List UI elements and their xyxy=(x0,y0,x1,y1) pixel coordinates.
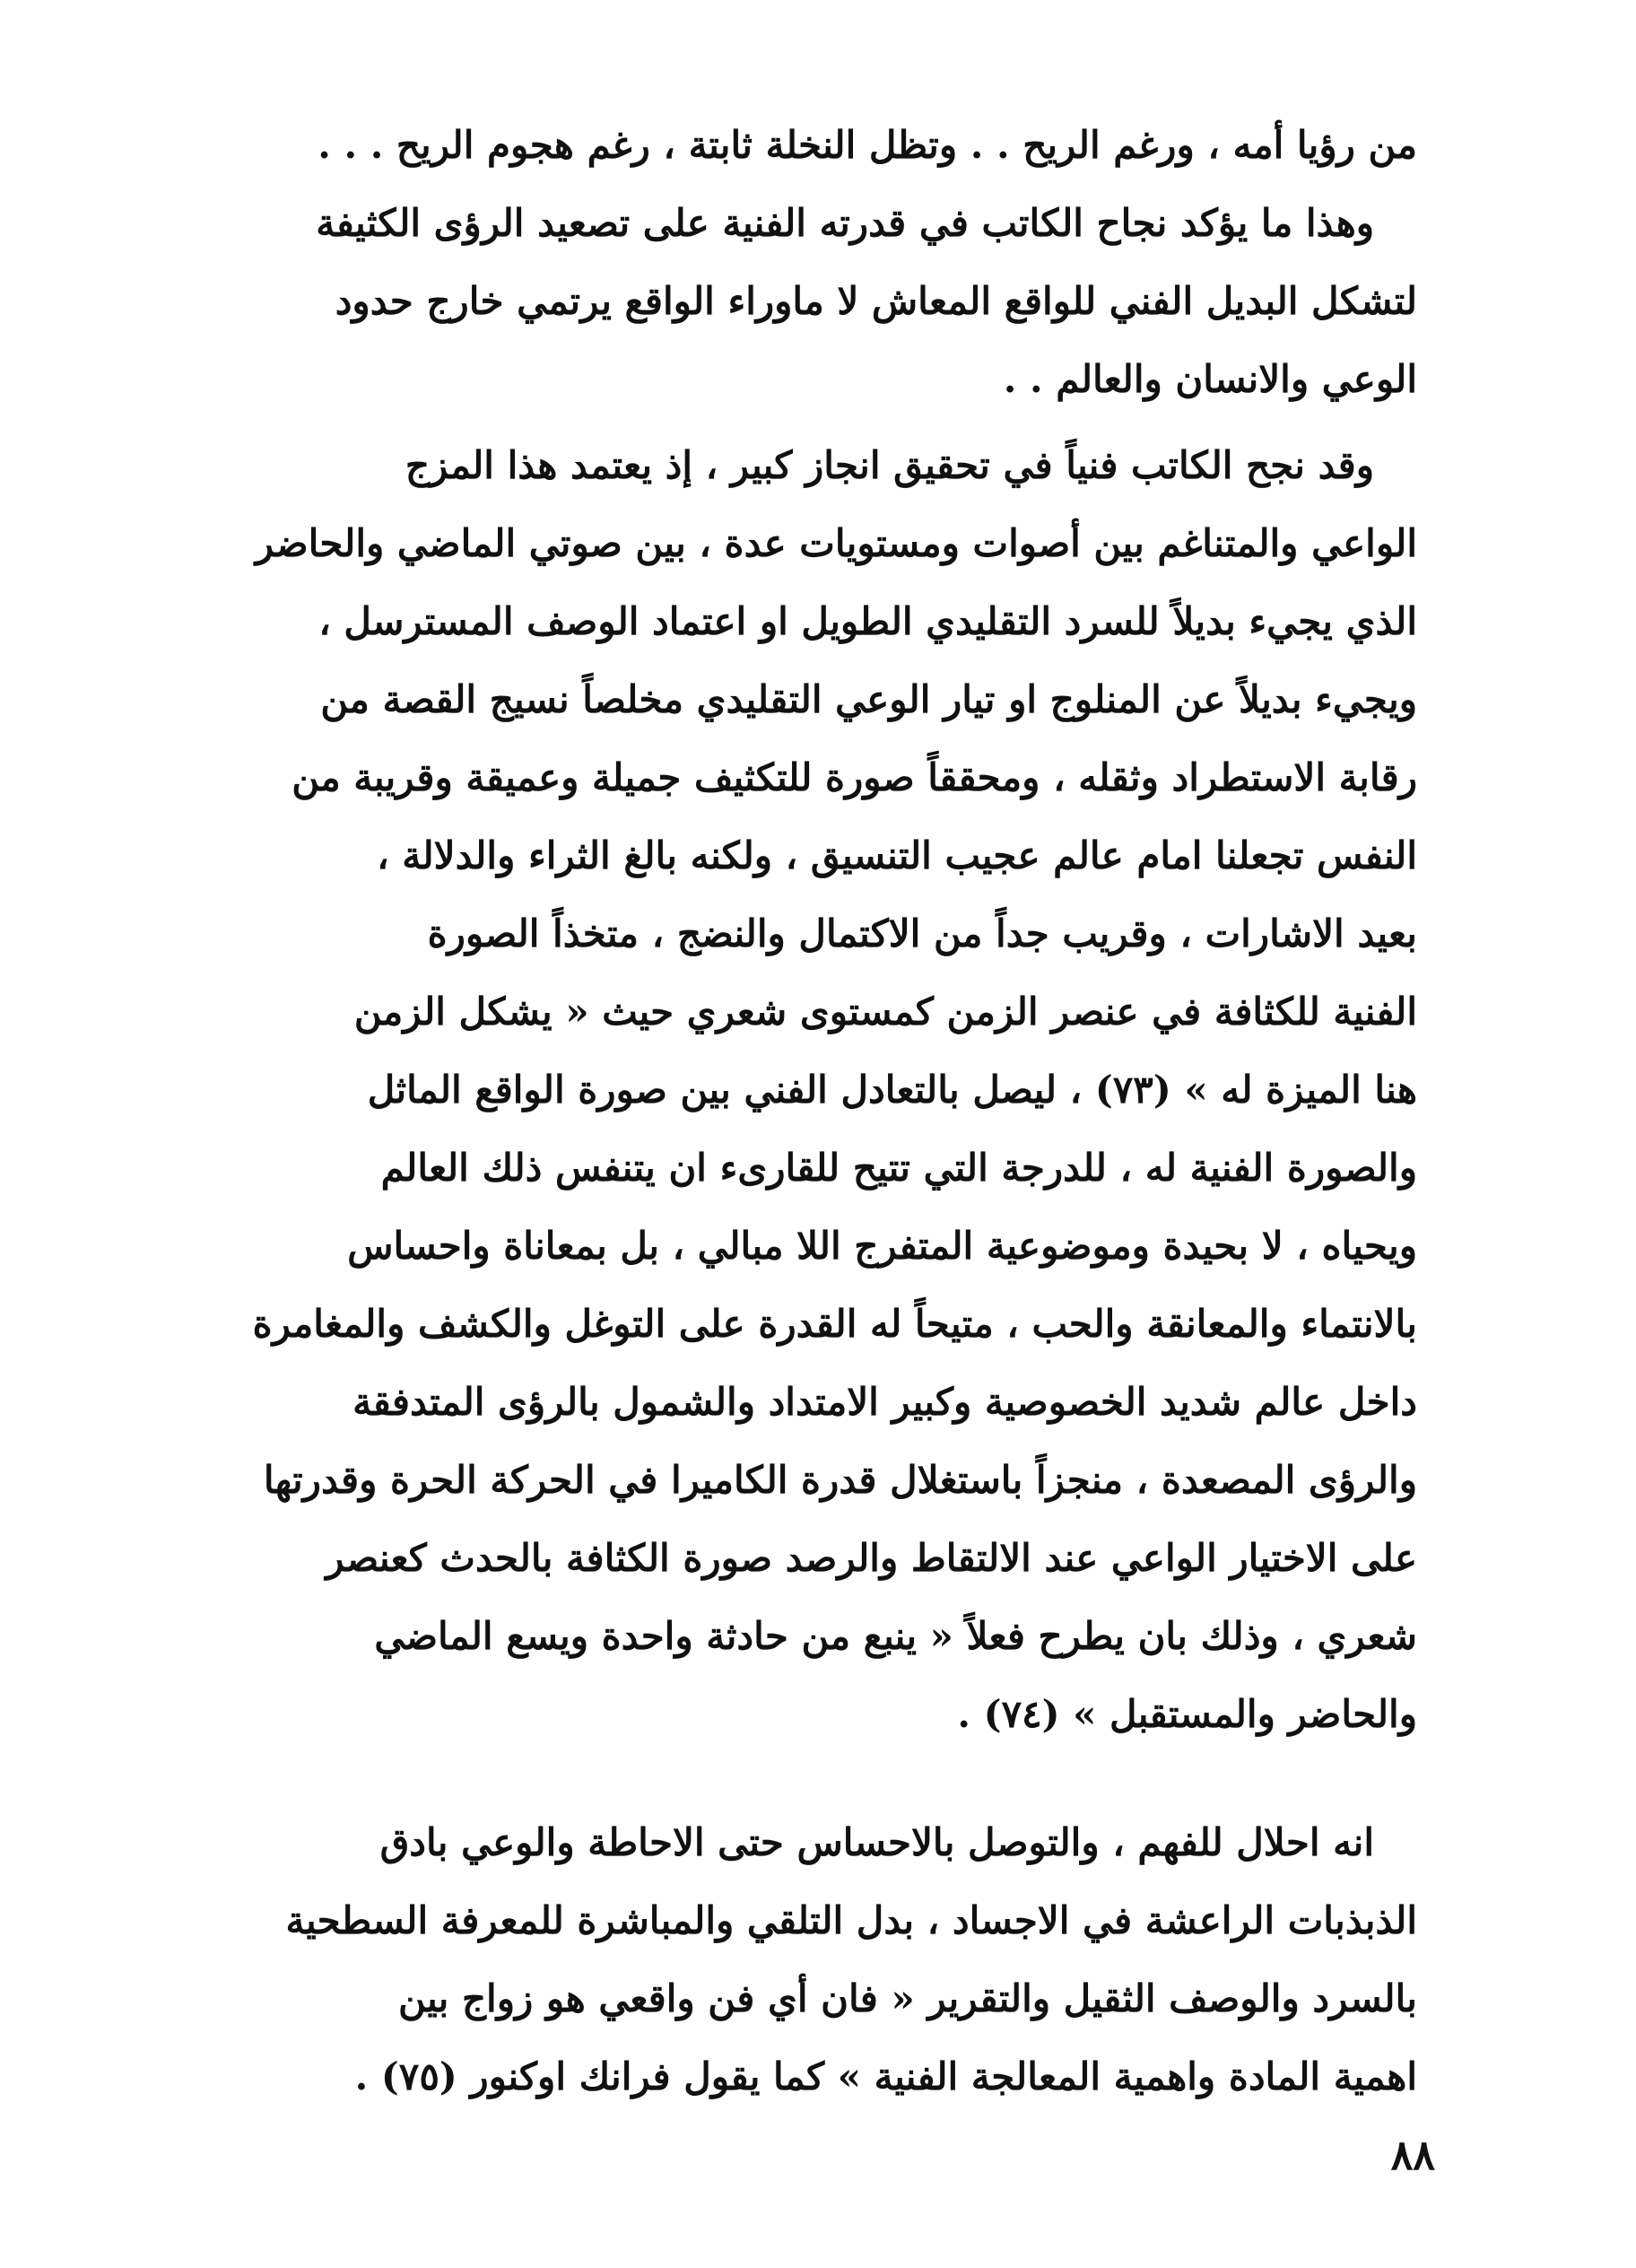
text-line: هنا الميزة له » (٧٣) ، ليصل بالتعادل الفني بين صورة الواقع الماثل xyxy=(367,1068,1417,1112)
text-line: بالانتماء والمعانقة والحب ، متيحاً له القدرة على التوغل والكشف والمغامرة xyxy=(252,1302,1417,1346)
paragraph-3 xyxy=(224,426,1417,1753)
text-line: وقد نجح الكاتب فنياً في تحقيق انجاز كبير ، إذ يعتمد هذا المزج xyxy=(405,443,1374,487)
text-line: شعري ، وذلك بان يطرح فعلاً « ينبع من حادثة واحدة ويسع الماضي xyxy=(374,1614,1417,1658)
text-line: ويحياه ، لا بحيدة وموضوعية المتفرج اللا مبالي ، بل بمعاناة واحساس xyxy=(347,1224,1417,1268)
text-line: بعيد الاشارات ، وقريب جداً من الاكتمال والنضج ، متخذاً الصورة xyxy=(427,912,1417,955)
text-line: الواعي والمتناغم بين أصوات ومستويات عدة ، بين صوتي الماضي والحاضر xyxy=(255,521,1417,565)
text-line: الذبذبات الراعشة في الاجساد ، بدل التلقي والمباشرة للمعرفة السطحية xyxy=(285,1898,1417,1942)
text-line: والحاضر والمستقبل » (٧٤) . xyxy=(957,1692,1417,1736)
text-line: على الاختيار الواعي عند الالتقاط والرصد صورة الكثافة بالحدث كعنصر xyxy=(326,1536,1417,1580)
text-line: وهذا ما يؤكد نجاح الكاتب في قدرته الفنية على تصعيد الرؤى الكثيفة xyxy=(316,201,1374,245)
text-line: الوعي والانسان والعالم . . xyxy=(1003,357,1417,401)
text-line: داخل عالم شديد الخصوصية وكبير الامتداد والشمول بالرؤى المتدفقة xyxy=(352,1380,1417,1424)
page-number: ٨٨ xyxy=(1390,2131,1435,2179)
text-line: الذي يجيء بديلاً للسرد التقليدي الطويل او اعتماد الوصف المسترسل ، xyxy=(318,599,1417,643)
text-line: انه احلال للفهم ، والتوصل بالاحساس حتى الاحاطة والوعي بادق xyxy=(379,1820,1374,1864)
text-line: النفس تجعلنا امام عالم عجيب التنسيق ، ولكنه بالغ الثراء والدلالة ، xyxy=(377,833,1417,877)
paragraph-2 xyxy=(224,184,1417,418)
text-line: لتشكل البديل الفني للواقع المعاش لا ماوراء الواقع يرتمي خارج حدود xyxy=(335,279,1417,323)
text-line: والصورة الفنية له ، للدرجة التي تتيح للقارىء ان يتنفس ذلك العالم xyxy=(380,1146,1417,1190)
text-line: اهمية المادة واهمية المعالجة الفنية » كما يقول فرانك اوكنور (٧٥) . xyxy=(354,2054,1417,2098)
text-line: الفنية للكثافة في عنصر الزمن كمستوى شعري حيث « يشكل الزمن xyxy=(353,990,1417,1034)
text-line: ويجيء بديلاً عن المنلوج او تيار الوعي التقليدي مخلصاً نسيج القصة من xyxy=(320,677,1417,721)
text-line: من رؤيا أمه ، ورغم الريح . . وتظل النخلة ثابتة ، رغم هجوم الريح . . . xyxy=(318,123,1417,167)
text-line: بالسرد والوصف الثقيل والتقرير « فان أي فن واقعي هو زواج بين xyxy=(397,1976,1417,2020)
text-line: رقابة الاستطراد وثقله ، ومحققاً صورة للتكثيف جميلة وعميقة وقريبة من xyxy=(292,755,1417,799)
paragraph-1 xyxy=(224,106,1417,184)
paragraph-4 xyxy=(224,1803,1417,2115)
text-line: والرؤى المصعدة ، منجزاً باستغلال قدرة الكاميرا في الحركة الحرة وقدرتها xyxy=(263,1458,1417,1502)
